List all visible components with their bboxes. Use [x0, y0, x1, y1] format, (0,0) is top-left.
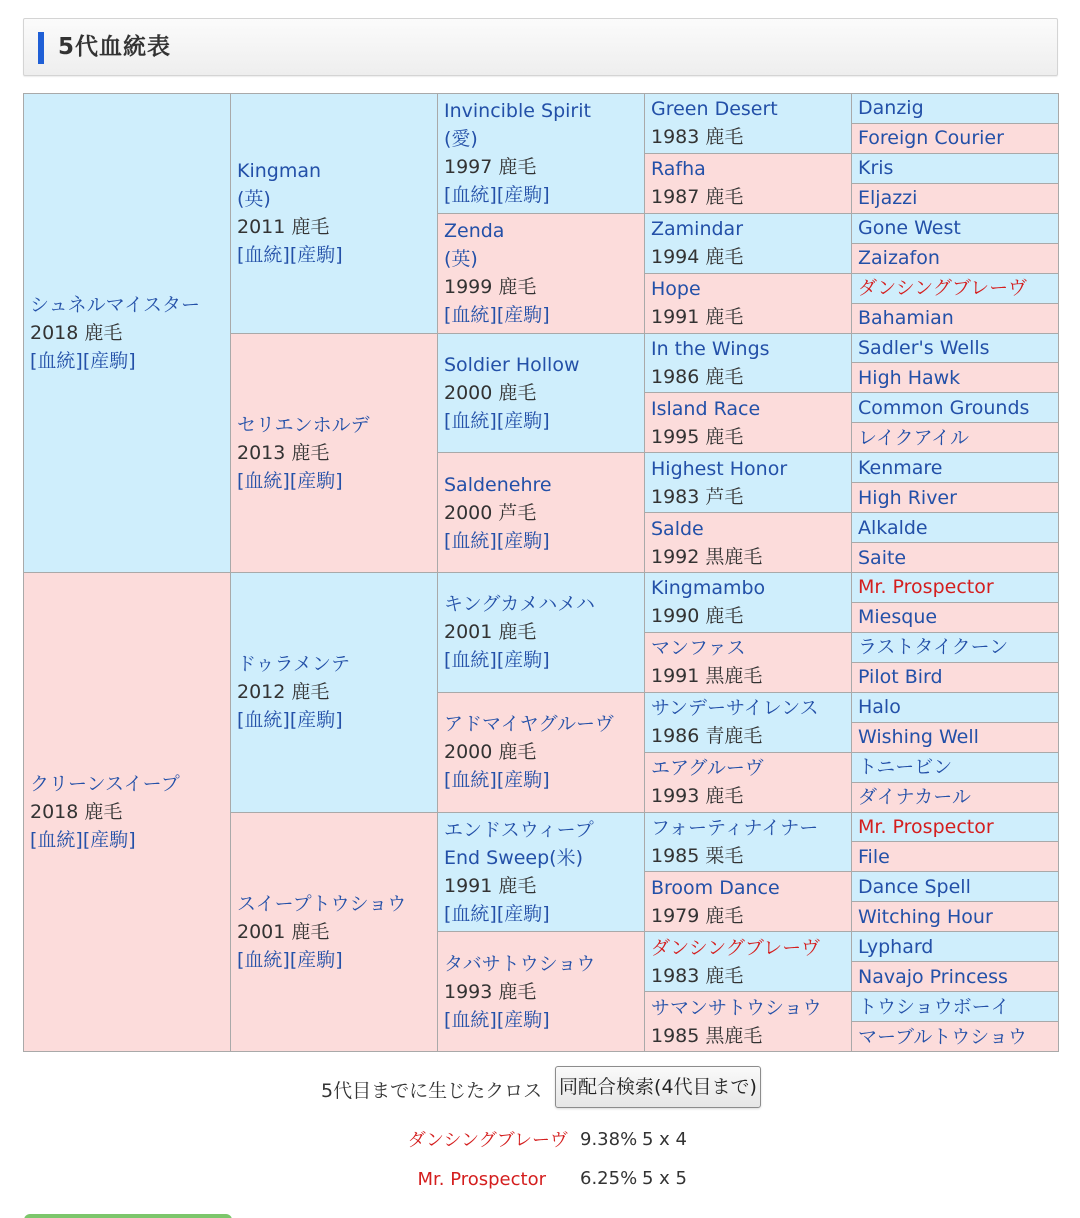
pedigree-cell-gen5: [852, 782, 1059, 812]
horse-name-link[interactable]: Lyphard: [858, 935, 934, 958]
horse-birth-color: 1983 鹿毛: [651, 964, 744, 987]
horse-name-link[interactable]: Rafha: [651, 158, 706, 181]
offspring-link[interactable]: [産駒]: [82, 829, 136, 851]
offspring-link[interactable]: [産駒]: [289, 469, 343, 492]
pedigree-cell-gen5: [852, 543, 1059, 573]
pedigree-cell-gen4: [645, 453, 852, 513]
pedigree-link[interactable]: [血統]: [237, 709, 290, 732]
horse-birth-color: 2001 鹿毛: [444, 621, 537, 644]
horse-links: [237, 241, 431, 269]
pedigree-cell-gen5: [852, 243, 1059, 273]
offspring-link[interactable]: [産駒]: [496, 184, 550, 207]
horse-birth-color: 2000 鹿毛: [444, 741, 537, 764]
pedigree-cell-gen5: [852, 94, 1059, 124]
horse-birth-color: 1991 鹿毛: [651, 306, 744, 329]
pedigree-cell-gen5: [852, 962, 1059, 992]
pedigree-cell-gen4: [645, 932, 852, 992]
horse-name-link[interactable]: Mr. Prospector: [858, 815, 994, 838]
horse-links: [444, 766, 638, 794]
horse-name-link[interactable]: マーブルトウショウ: [858, 1025, 1027, 1048]
horse-links: [30, 826, 224, 854]
horse-birth-color: 1993 鹿毛: [444, 980, 537, 1003]
pedigree-cell-gen3: [438, 812, 645, 932]
pedigree-cell-gen5: [852, 602, 1059, 632]
pedigree-cell-gen3: [438, 213, 645, 333]
horse-name-link[interactable]: ダンシングブレーヴ: [858, 277, 1028, 300]
horse-birth-color: 1991 鹿毛: [444, 874, 537, 897]
pedigree-cell-gen5: [852, 902, 1059, 932]
horse-birth-color: 1999 鹿毛: [444, 276, 537, 299]
pedigree-cell-gen4: [645, 273, 852, 333]
horse-name-link[interactable]: サマンサトウショウ: [651, 996, 822, 1019]
horse-name-link[interactable]: Common Grounds: [858, 396, 1030, 419]
horse-birth-color: 2000 芦毛: [444, 501, 537, 524]
horse-links: [237, 946, 431, 974]
pedigree-cell-gen4: [645, 812, 852, 872]
pedigree-cell-gen5: [852, 453, 1059, 483]
horse-name-link[interactable]: サンデーサイレンス: [651, 697, 819, 720]
offspring-link[interactable]: [産駒]: [289, 948, 343, 971]
horse-name-link[interactable]: Alkalde: [858, 516, 928, 539]
cross-item: [300, 1168, 546, 1192]
horse-birth-color: 1987 鹿毛: [651, 186, 744, 209]
horse-links: [444, 301, 638, 329]
horse-name-link[interactable]: Zaizafon: [858, 247, 940, 270]
offspring-link[interactable]: [産駒]: [496, 769, 550, 792]
horse-name-link[interactable]: Dance Spell: [858, 875, 971, 898]
horse-origin: (英): [444, 248, 478, 271]
horse-name-link[interactable]: Danzig: [858, 97, 924, 120]
horse-name-link[interactable]: フォーティナイナー: [651, 816, 819, 839]
horse-name-link[interactable]: Saldenehre: [444, 473, 552, 496]
pedigree-cell-gen4: [645, 632, 852, 692]
horse-name-link[interactable]: タバサトウショウ: [444, 952, 596, 975]
offspring-link[interactable]: [産駒]: [496, 529, 550, 552]
pedigree-cell-gen5: [852, 333, 1059, 363]
horse-name-link[interactable]: ダンシングブレーヴ: [651, 936, 821, 959]
horse-name-link[interactable]: High River: [858, 486, 957, 509]
pedigree-cell-gen3: [438, 573, 645, 693]
cross-percent: 6.25%: [580, 1168, 638, 1189]
horse-name-link[interactable]: ドゥラメンテ: [237, 653, 350, 676]
horse-birth-color: 1986 青鹿毛: [651, 725, 763, 748]
horse-birth-color: 1983 芦毛: [651, 485, 744, 508]
cross-item: [300, 1129, 568, 1153]
horse-name-link[interactable]: Island Race: [651, 397, 761, 420]
offspring-link[interactable]: [産駒]: [496, 304, 550, 327]
horse-name-link[interactable]: Kris: [858, 157, 894, 180]
horse-birth-color: 1994 鹿毛: [651, 246, 744, 269]
pedigree-cell-gen5: [852, 872, 1059, 902]
horse-name-link[interactable]: Broom Dance: [651, 876, 780, 899]
pedigree-link[interactable]: [血統]: [444, 1008, 497, 1031]
horse-birth-color: 2018 鹿毛: [30, 801, 123, 823]
horse-name-link[interactable]: Soldier Hollow: [444, 353, 580, 376]
horse-name-link[interactable]: アドマイヤグルーヴ: [444, 713, 615, 736]
horse-name-link[interactable]: Wishing Well: [858, 726, 979, 749]
pedigree-cell-gen3: [438, 453, 645, 573]
pedigree-cell-gen2: [231, 573, 438, 813]
pedigree-cell-gen1: [24, 573, 231, 1052]
cross-percent: 9.38%: [580, 1129, 638, 1150]
pedigree-cell-gen3: [438, 94, 645, 214]
offspring-link[interactable]: [産駒]: [82, 350, 136, 372]
pedigree-cell-gen5: [852, 932, 1059, 962]
horse-birth-color: 1997 鹿毛: [444, 156, 537, 179]
horse-name-link[interactable]: Green Desert: [651, 98, 778, 121]
horse-links: [30, 347, 224, 375]
horse-name-link[interactable]: キングカメハメハ: [444, 593, 596, 616]
pedigree-row: [24, 573, 1059, 603]
cross-horse-link[interactable]: ダンシングブレーヴ: [407, 1130, 568, 1151]
horse-name-link[interactable]: Zenda: [444, 220, 505, 243]
offspring-link[interactable]: [産駒]: [496, 649, 550, 672]
horse-name-link[interactable]: Zamindar: [651, 218, 744, 241]
horse-birth-color: 2000 鹿毛: [444, 381, 537, 404]
horse-name-link[interactable]: エアグルーヴ: [651, 757, 764, 780]
pedigree-cell-gen2: [231, 94, 438, 334]
pedigree-cell-gen5: [852, 303, 1059, 333]
pedigree-table: [23, 93, 1059, 1052]
horse-name-link[interactable]: Foreign Courier: [858, 127, 1004, 150]
horse-birth-color: 1985 黒鹿毛: [651, 1024, 763, 1047]
pedigree-cell-gen4: [645, 333, 852, 393]
horse-birth-color: 2001 鹿毛: [237, 920, 330, 943]
pedigree-cell-gen2: [231, 333, 438, 573]
horse-birth-color: 1983 鹿毛: [651, 126, 744, 149]
cross-generations: 5 x 5: [642, 1168, 687, 1189]
horse-name-link[interactable]: Mr. Prospector: [858, 576, 994, 599]
horse-birth-color: 2013 鹿毛: [237, 441, 330, 464]
horse-name-link[interactable]: Hope: [651, 278, 701, 301]
offspring-link[interactable]: [産駒]: [496, 409, 550, 432]
horse-name-link[interactable]: Miesque: [858, 606, 938, 629]
pedigree-cell-gen4: [645, 94, 852, 154]
pedigree-cell-gen5: [852, 573, 1059, 603]
horse-name-link[interactable]: Saite: [858, 546, 907, 569]
horse-name-link[interactable]: マンファス: [651, 637, 746, 660]
pedigree-link[interactable]: [血統]: [444, 529, 497, 552]
horse-origin: (英): [237, 188, 271, 211]
header-accent-bar: [38, 32, 44, 64]
pedigree-cell-gen5: [852, 273, 1059, 303]
horse-name-link[interactable]: High Hawk: [858, 366, 961, 389]
pedigree-cell-gen4: [645, 393, 852, 453]
horse-links: [237, 467, 431, 495]
horse-links: [444, 181, 638, 209]
pedigree-link[interactable]: [血統]: [444, 769, 497, 792]
pedigree-cell-gen4: [645, 153, 852, 213]
pedigree-link[interactable]: [血統]: [444, 902, 497, 925]
pedigree-cell-gen5: [852, 1022, 1059, 1052]
pedigree-cell-gen3: [438, 692, 645, 812]
horse-name-link[interactable]: File: [858, 845, 890, 868]
pedigree-link[interactable]: [血統]: [237, 948, 290, 971]
pedigree-cell-gen5: [852, 393, 1059, 423]
horse-name-link[interactable]: シュネルマイスター: [30, 294, 201, 316]
horse-birth-color: 1985 栗毛: [651, 844, 744, 867]
horse-links: [444, 646, 638, 674]
pedigree-cell-gen4: [645, 692, 852, 752]
cross-horse-link[interactable]: Mr. Prospector: [417, 1169, 546, 1190]
pedigree-link[interactable]: [血統]: [30, 350, 83, 372]
horse-birth-color: 2012 鹿毛: [237, 681, 330, 704]
horse-name-link[interactable]: Navajo Princess: [858, 965, 1008, 988]
horse-name-link[interactable]: Eljazzi: [858, 187, 918, 210]
horse-birth-color: 1986 鹿毛: [651, 365, 744, 388]
offspring-link[interactable]: [産駒]: [289, 709, 343, 732]
horse-name-link[interactable]: ラストタイクーン: [858, 636, 1009, 659]
pedigree-cell-gen5: [852, 632, 1059, 662]
pedigree-cell-gen5: [852, 722, 1059, 752]
pedigree-cell-gen5: [852, 153, 1059, 183]
horse-name-link[interactable]: クリーンスイープ: [30, 773, 180, 795]
horse-birth-color: 1991 黒鹿毛: [651, 665, 763, 688]
pedigree-cell-gen5: [852, 123, 1059, 153]
pedigree-cell-gen5: [852, 513, 1059, 543]
horse-name-link[interactable]: Kingmambo: [651, 577, 766, 600]
pedigree-cell-gen4: [645, 213, 852, 273]
horse-name-link[interactable]: End Sweep(米): [444, 846, 584, 869]
pedigree-cell-gen4: [645, 752, 852, 812]
horse-links: [444, 407, 638, 435]
next-section-tab: [24, 1214, 232, 1218]
horse-name-link[interactable]: Kingman: [237, 160, 322, 183]
horse-birth-color: 1993 鹿毛: [651, 785, 744, 808]
horse-name-link[interactable]: Highest Honor: [651, 457, 788, 480]
horse-birth-color: 1990 鹿毛: [651, 605, 744, 628]
pedigree-link[interactable]: [血統]: [237, 244, 290, 267]
offspring-link[interactable]: [産駒]: [496, 1008, 550, 1031]
horse-name-link[interactable]: レイクアイル: [858, 426, 969, 449]
horse-origin: (愛): [444, 128, 478, 151]
pedigree-cell-gen5: [852, 483, 1059, 513]
pedigree-cell-gen2: [231, 812, 438, 1052]
horse-name-link[interactable]: Gone West: [858, 217, 961, 240]
horse-name-link[interactable]: トニービン: [858, 756, 953, 779]
horse-name-link[interactable]: スイープトウショウ: [237, 892, 407, 915]
pedigree-cell-gen5: [852, 992, 1059, 1022]
pedigree-link[interactable]: [血統]: [30, 829, 83, 851]
pedigree-cell-gen5: [852, 752, 1059, 782]
horse-links: [444, 1006, 638, 1034]
horse-birth-color: 1992 黒鹿毛: [651, 545, 763, 568]
horse-links: [444, 900, 638, 928]
cross-label: 5代目までに生じたクロス: [321, 1080, 543, 1102]
pedigree-cell-gen5: [852, 662, 1059, 692]
horse-name-link[interactable]: Sadler's Wells: [858, 336, 990, 359]
pedigree-link[interactable]: [血統]: [444, 304, 497, 327]
horse-name-link[interactable]: セリエンホルデ: [237, 413, 370, 436]
horse-name-link[interactable]: Bahamian: [858, 307, 954, 330]
page-title: 5代血統表: [58, 34, 172, 60]
pedigree-cell-gen5: [852, 842, 1059, 872]
horse-birth-color: 2011 鹿毛: [237, 216, 330, 239]
pedigree-link[interactable]: [血統]: [444, 184, 497, 207]
pedigree-cell-gen3: [438, 932, 645, 1052]
pedigree-cell-gen1: [24, 94, 231, 573]
pedigree-cell-gen5: [852, 363, 1059, 393]
horse-name-link[interactable]: In the Wings: [651, 337, 770, 360]
horse-name-link[interactable]: Salde: [651, 517, 704, 540]
horse-birth-color: 1995 鹿毛: [651, 425, 744, 448]
horse-links: [444, 527, 638, 555]
offspring-link[interactable]: [産駒]: [496, 902, 550, 925]
pedigree-link[interactable]: [血統]: [444, 649, 497, 672]
pedigree-row: [24, 94, 1059, 124]
horse-name-link[interactable]: Witching Hour: [858, 905, 993, 928]
horse-name-link[interactable]: Halo: [858, 696, 901, 719]
horse-name-link[interactable]: Kenmare: [858, 456, 943, 479]
same-cross-search-button[interactable]: 同配合検索(4代目まで): [555, 1066, 761, 1108]
offspring-link[interactable]: [産駒]: [289, 244, 343, 267]
horse-name-link[interactable]: Invincible Spirit: [444, 100, 591, 123]
pedigree-cell-gen5: [852, 812, 1059, 842]
pedigree-cell-gen4: [645, 872, 852, 932]
horse-name-link[interactable]: Pilot Bird: [858, 666, 943, 689]
horse-name-link[interactable]: エンドスウィープ: [444, 818, 594, 841]
pedigree-cell-gen4: [645, 992, 852, 1052]
horse-birth-color: 2018 鹿毛: [30, 322, 123, 344]
pedigree-link[interactable]: [血統]: [444, 409, 497, 432]
pedigree-cell-gen4: [645, 513, 852, 573]
pedigree-cell-gen5: [852, 213, 1059, 243]
pedigree-cell-gen4: [645, 573, 852, 633]
section-header: [23, 18, 1058, 76]
horse-name-link[interactable]: トウショウボーイ: [858, 995, 1010, 1018]
pedigree-link[interactable]: [血統]: [237, 469, 290, 492]
pedigree-cell-gen5: [852, 183, 1059, 213]
pedigree-cell-gen5: [852, 423, 1059, 453]
cross-generations: 5 x 4: [642, 1129, 687, 1150]
pedigree-cell-gen3: [438, 333, 645, 453]
horse-links: [237, 706, 431, 734]
horse-name-link[interactable]: ダイナカール: [858, 786, 971, 809]
pedigree-cell-gen5: [852, 692, 1059, 722]
horse-birth-color: 1979 鹿毛: [651, 904, 744, 927]
